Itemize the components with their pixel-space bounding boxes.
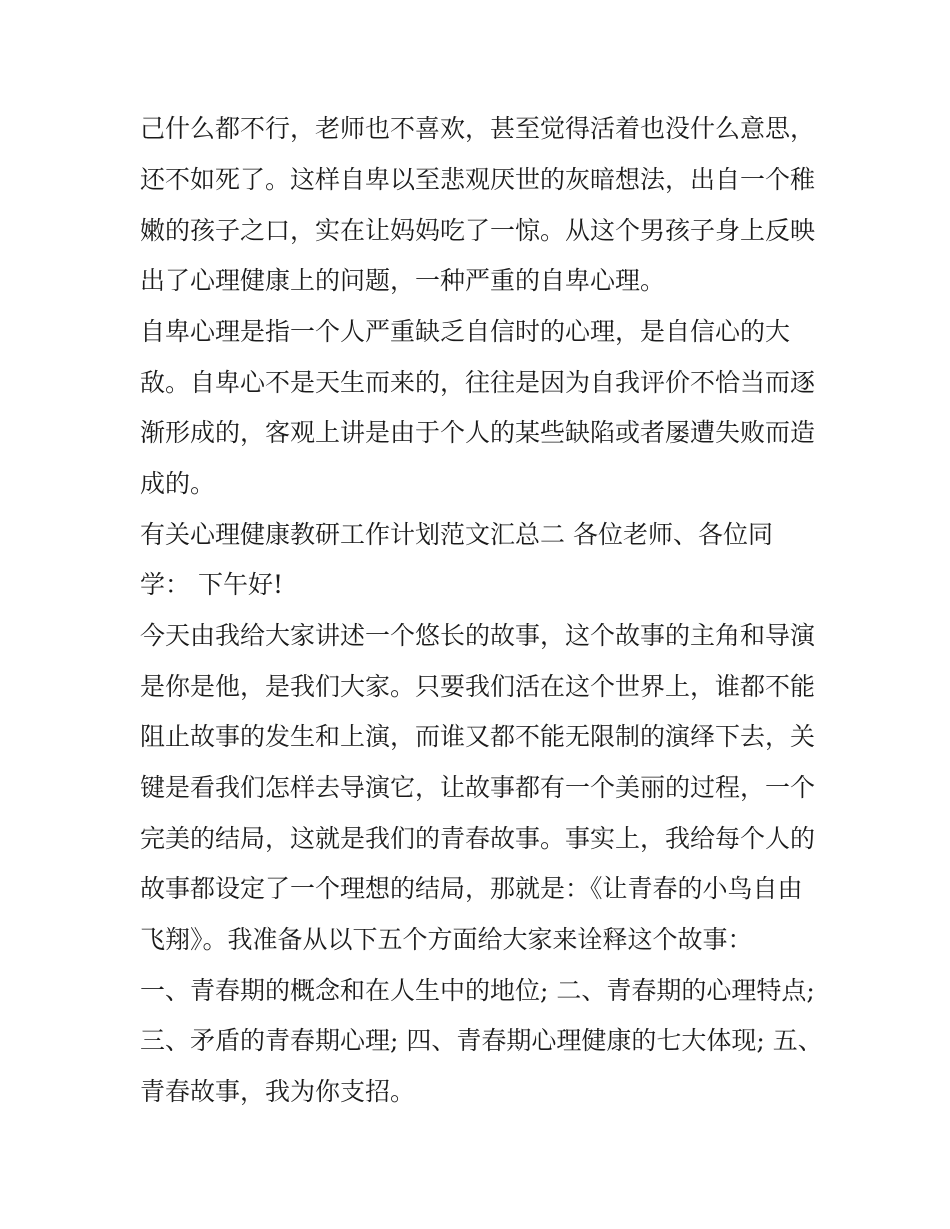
text-line: 完美的结局，这就是我们的青春故事。事实上，我给每个人的	[140, 824, 816, 853]
text-line: 自卑心理是指一个人严重缺乏自信时的心理，是自信心的大	[140, 317, 791, 346]
text-line: 故事都设定了一个理想的结局，那就是：《让青春的小鸟自由	[140, 874, 803, 903]
text-line: 成的。	[140, 469, 216, 498]
text-line: 三、矛盾的青春期心理; 四、青春期心理健康的七大体现; 五、	[140, 1026, 823, 1055]
section-heading: 有关心理健康教研工作计划范文汇总二 各位老师、各位同	[140, 520, 773, 549]
text-line: 键是看我们怎样去导演它，让故事都有一个美丽的过程，一个	[140, 773, 816, 802]
text-line: 青春故事，我为你支招。	[140, 1077, 416, 1106]
text-line: 是你是他，是我们大家。只要我们活在这个世界上，谁都不能	[140, 672, 816, 701]
text-line: 出了心理健康上的问题，一种严重的自卑心理。	[140, 266, 666, 295]
text-line: 嫩的孩子之口，实在让妈妈吃了一惊。从这个男孩子身上反映	[140, 216, 816, 245]
text-line: 学： 下午好!	[140, 570, 283, 599]
text-line: 敌。自卑心不是天生而来的，往往是因为自我评价不恰当而逐	[140, 368, 816, 397]
text-line: 己什么都不行，老师也不喜欢，甚至觉得活着也没什么意思，	[140, 114, 816, 143]
text-line: 渐形成的，客观上讲是由于个人的某些缺陷或者屡遭失败而造	[140, 418, 816, 447]
text-line: 还不如死了。这样自卑以至悲观厌世的灰暗想法，出自一个稚	[140, 165, 816, 194]
text-line: 飞翔》。我准备从以下五个方面给大家来诠释这个故事：	[140, 925, 753, 954]
text-line: 阻止故事的发生和上演，而谁又都不能无限制的演绎下去，关	[140, 722, 816, 751]
text-line: 一、青春期的概念和在人生中的地位; 二、青春期的心理特点;	[140, 976, 815, 1005]
text-line: 今天由我给大家讲述一个悠长的故事，这个故事的主角和导演	[140, 621, 816, 650]
